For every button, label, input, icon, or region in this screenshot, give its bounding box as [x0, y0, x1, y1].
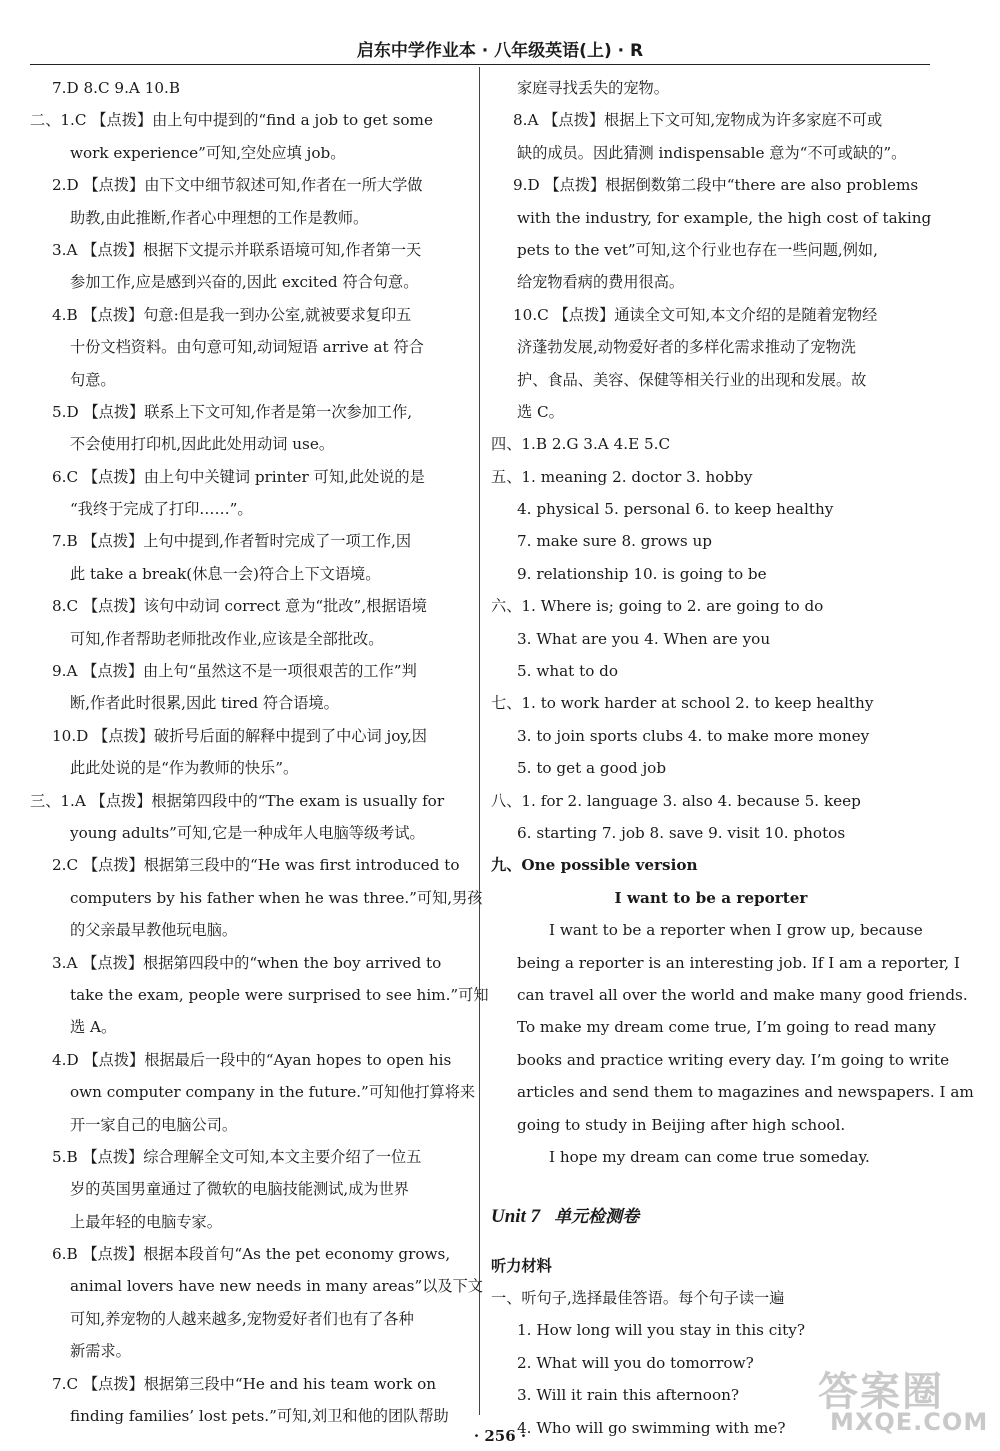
text-line: 缺的成员。因此猜测 indispensable 意为“不可或缺的”。 — [517, 143, 907, 162]
text-line: 10.C 【点拨】通读全文可知,本文介绍的是随着宠物经 — [513, 305, 878, 324]
text-line: pets to the vet”可知,这个行业也存在一些问题,例如, — [517, 240, 878, 259]
text-line: 五、1. meaning 2. doctor 3. hobby — [491, 467, 753, 486]
text-line: 3. What are you 4. When are you — [517, 629, 771, 648]
header-divider — [30, 64, 930, 65]
text-line: 7.B 【点拨】上句中提到,作者暂时完成了一项工作,因 — [52, 532, 412, 551]
text-line: 6.C 【点拨】由上句中关键词 printer 可知,此处说的是 — [52, 467, 425, 486]
text-line: work experience”可知,空处应填 job。 — [70, 143, 346, 162]
text-line: 7.C 【点拨】根据第三段中“He and his team work on — [52, 1374, 437, 1393]
text-line: computers by his father when he was three.”可知,男孩 — [70, 888, 483, 907]
text-line: 一、听句子,选择最佳答语。每个句子读一遍 — [491, 1289, 785, 1308]
text-line: 9. relationship 10. is going to be — [517, 564, 767, 583]
watermark-text: 答案圈 — [818, 1369, 944, 1415]
text-line: 给宠物看病的费用很高。 — [517, 273, 685, 292]
text-line: 3.A 【点拨】根据第四段中的“when the boy arrived to — [52, 953, 442, 972]
text-line: being a reporter is an interesting job. If I am a reporter, I — [517, 953, 960, 972]
text-line: books and practice writing every day. I’m going to write — [517, 1050, 950, 1069]
text-line: 听力材料 — [491, 1256, 552, 1275]
text-line: 可知,作者帮助老师批改作业,应该是全部批改。 — [70, 629, 384, 648]
text-line: animal lovers have new needs in many areas”以及下文 — [70, 1277, 483, 1296]
text-line: 3. Will it rain this afternoon? — [517, 1386, 740, 1405]
text-line: take the exam, people were surprised to see him.”可知 — [70, 985, 489, 1004]
text-line: 可知,养宠物的人越来越多,宠物爱好者们也有了各种 — [70, 1309, 414, 1328]
section-spacer — [491, 1234, 931, 1250]
text-line: 4. physical 5. personal 6. to keep healthy — [517, 500, 834, 519]
text-line: 济蓬勃发展,动物爱好者的多样化需求推动了宠物洗 — [517, 338, 856, 357]
text-line: articles and send them to magazines and newspapers. I am — [517, 1083, 974, 1102]
text-line: I want to be a reporter — [614, 888, 808, 907]
text-line: 2. What will you do tomorrow? — [517, 1353, 754, 1372]
text-line: 家庭寻找丢失的宠物。 — [517, 79, 669, 97]
text-line: 四、1.B 2.G 3.A 4.E 5.C — [491, 435, 671, 454]
watermark-url: MXQE.COM — [830, 1408, 989, 1436]
text-line: 助教,由此推断,作者心中理想的工作是教师。 — [70, 208, 369, 227]
unit-heading — [491, 1201, 931, 1233]
text-line: To make my dream come true, I’m going to read many — [517, 1018, 936, 1037]
text-line: 不会使用打印机,因此此处用动词 use。 — [70, 435, 335, 454]
text-line: 八、1. for 2. language 3. also 4. because 5. keep — [491, 791, 861, 810]
text-line: with the industry, for example, the high cost of taking — [517, 208, 932, 227]
text-line: 二、1.C 【点拨】由上句中提到的“find a job to get some — [30, 111, 433, 130]
text-line: 六、1. Where is; going to 2. are going to do — [491, 597, 824, 616]
section-spacer — [491, 1173, 931, 1189]
text-line: 4. Who will go swimming with me? — [517, 1418, 786, 1437]
text-line: 的父亲最早教他玩电脑。 — [70, 921, 238, 940]
text-line: young adults”可知,它是一种成年人电脑等级考试。 — [70, 823, 425, 842]
text-line: 10.D 【点拨】破折号后面的解释中提到了中心词 joy,因 — [52, 726, 427, 745]
text-line: I want to be a reporter when I grow up, because — [549, 921, 923, 940]
text-line: own computer company in the future.”可知他打算将来 — [70, 1083, 476, 1102]
text-line: 3. to join sports clubs 4. to make more money — [517, 726, 870, 745]
text-line: 2.D 【点拨】由下文中细节叙述可知,作者在一所大学做 — [52, 176, 423, 195]
text-line: 开一家自己的电脑公司。 — [70, 1115, 238, 1134]
text-line: 此此处说的是“作为教师的快乐”。 — [70, 759, 299, 778]
text-line: 5. to get a good job — [517, 759, 667, 778]
unit-title: 单元检测卷 — [554, 1207, 640, 1228]
text-line: “我终于完成了打印……”。 — [70, 500, 253, 519]
text-line: 十份文档资料。由句意可知,动词短语 arrive at 符合 — [70, 338, 424, 357]
text-line: 6. starting 7. job 8. save 9. visit 10. photos — [517, 823, 846, 842]
text-line: 句意。 — [70, 370, 116, 389]
text-line: 新需求。 — [70, 1342, 131, 1361]
watermark-logo — [812, 1360, 989, 1442]
text-line: going to study in Beijing after high school. — [517, 1115, 846, 1134]
column-divider — [479, 67, 480, 1415]
text-line: 4.D 【点拨】根据最后一段中的“Ayan hopes to open his — [52, 1050, 452, 1069]
text-line: 断,作者此时很累,因此 tired 符合语境。 — [70, 694, 339, 713]
text-line: 8.A 【点拨】根据上下文可知,宠物成为许多家庭不可或 — [513, 111, 883, 130]
text-line: 4.B 【点拨】句意:但是我一到办公室,就被要求复印五 — [52, 305, 412, 324]
text-line: 选 C。 — [517, 402, 564, 421]
text-line: 九、One possible version — [491, 856, 698, 875]
text-line: 参加工作,应是感到兴奋的,因此 excited 符合句意。 — [70, 273, 419, 292]
text-line: 5.D 【点拨】联系上下文可知,作者是第一次参加工作, — [52, 402, 413, 421]
text-line: 9.A 【点拨】由上句“虽然这不是一项很艰苦的工作”判 — [52, 662, 417, 681]
text-line: 6.B 【点拨】根据本段首句“As the pet economy grows, — [52, 1245, 451, 1264]
text-line: 8.C 【点拨】该句中动词 correct 意为“批改”,根据语境 — [52, 597, 427, 616]
text-line: 9.D 【点拨】根据倒数第二段中“there are also problems — [513, 176, 919, 195]
text-line: 7.D 8.C 9.A 10.B — [52, 79, 181, 97]
text-line: 上最年轻的电脑专家。 — [70, 1212, 222, 1231]
text-line: 1. How long will you stay in this city? — [517, 1321, 805, 1340]
text-line: 3.A 【点拨】根据下文提示并联系语境可知,作者第一天 — [52, 240, 422, 259]
text-line: 选 A。 — [70, 1018, 117, 1037]
text-line: 三、1.A 【点拨】根据第四段中的“The exam is usually for — [30, 791, 445, 810]
left-column — [30, 72, 489, 1432]
text-line: 此 take a break(休息一会)符合上下文语境。 — [70, 564, 381, 583]
right-column — [491, 72, 974, 1444]
text-line: 七、1. to work harder at school 2. to keep healthy — [491, 694, 874, 713]
text-line: 2.C 【点拨】根据第三段中的“He was first introduced to — [52, 856, 460, 875]
text-line: 5. what to do — [517, 662, 619, 681]
text-line: 护、食品、美容、保健等相关行业的出现和发展。故 — [517, 370, 867, 389]
page-number: · 256 · — [473, 1427, 527, 1445]
text-line: finding families’ lost pets.”可知,刘卫和他的团队帮助 — [70, 1407, 449, 1426]
page-header — [0, 8, 1000, 66]
unit-label: Unit 7 — [491, 1206, 541, 1228]
book-title: 启东中学作业本 · 八年级英语(上) · R — [356, 41, 644, 61]
text-line: I hope my dream can come true someday. — [549, 1147, 870, 1166]
text-line: 5.B 【点拨】综合理解全文可知,本文主要介绍了一位五 — [52, 1147, 422, 1166]
text-line: 岁的英国男童通过了微软的电脑技能测试,成为世界 — [70, 1180, 409, 1199]
text-line: can travel all over the world and make many good friends. — [517, 985, 968, 1004]
text-line: 7. make sure 8. grows up — [517, 532, 713, 551]
